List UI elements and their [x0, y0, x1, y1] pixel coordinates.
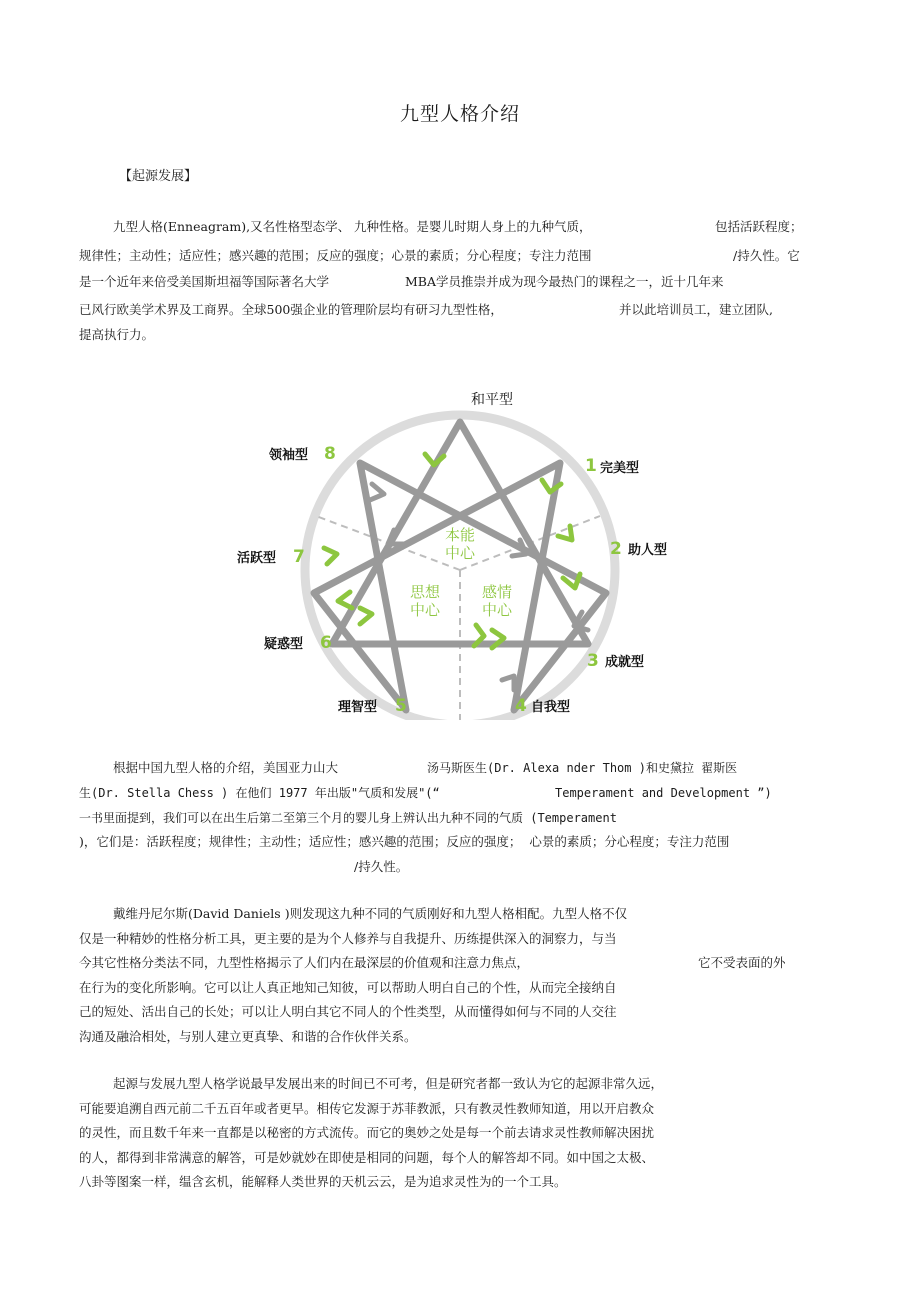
type-number: 3	[587, 651, 599, 671]
center-label: 感情	[481, 583, 513, 601]
center-label: 中心	[409, 601, 441, 619]
type-number: 2	[610, 539, 622, 559]
type-number: 8	[324, 444, 336, 464]
text-line: 根据中国九型人格的介绍，美国亚力山大	[113, 760, 339, 775]
type-name: 自我型	[531, 700, 571, 715]
arrow-icon	[370, 484, 384, 500]
text-line: 包括活跃程度；	[715, 219, 803, 234]
text-line: 戴维丹尼尔斯(David Daniels )则发现这九种不同的气质刚好和九型人格相配。九型人格不仅	[113, 906, 628, 921]
text-line: 沟通及融洽相处，与别人建立更真挚、和谐的合作伙伴关系。	[79, 1029, 417, 1044]
type-number: 6	[320, 633, 332, 653]
enneagram-diagram	[220, 380, 700, 720]
text-line: 并以此培训员工，建立团队,	[619, 302, 773, 317]
arrow-icon	[324, 548, 337, 564]
type-name: 助人型	[628, 543, 668, 558]
center-label: 中心	[481, 601, 513, 619]
type-name: 完美型	[600, 461, 640, 476]
type-number: 1	[585, 456, 597, 476]
page-title: 九型人格介绍	[399, 103, 520, 125]
text-line: 的灵性，而且数千年来一直都是以秘密的方式流传。而它的奥妙之处是每一个前去请求灵性教师解决困扰	[79, 1125, 655, 1140]
type-number: 4	[515, 696, 527, 716]
type-number: 5	[395, 696, 407, 716]
arrow-icon	[502, 676, 514, 690]
text-line: 可能要追溯自西元前二千五百年或者更早。相传它发源于苏菲教派，只有教灵性教师知道，用以开启教众	[79, 1101, 655, 1116]
text-line: 今其它性格分类法不同，九型性格揭示了人们内在最深层的价值观和注意力焦点，	[79, 955, 530, 970]
text-line: 起源与发展九型人格学说最早发展出来的时间已不可考，但是研究者都一致认为它的起源非常久远，	[113, 1076, 664, 1091]
type-name: 领袖型	[269, 448, 309, 463]
text-line: 九型人格(Enneagram),又名性格型态学、 九种性格。是婴儿时期人身上的九种气质，	[113, 219, 592, 234]
text-line: 一书里面提到，我们可以在出生后第二至第三个月的婴儿身上辨认出九种不同的气质 (Temperament	[79, 811, 617, 825]
center-label: 思想	[409, 583, 441, 601]
text-line: MBA学员推崇并成为现今最热门的课程之一，近十几年来	[405, 274, 724, 289]
text-line: /持久性。它	[733, 248, 800, 263]
text-line: 它不受表面的外	[698, 955, 786, 970]
text-line: 己的短处、活出自己的长处；可以让人明白其它不同人的个性类型，从而懂得如何与不同的人交往	[79, 1004, 617, 1019]
center-label: 中心	[444, 544, 476, 562]
text-line: 的人，都得到非常满意的解答，可是妙就妙在即使是相同的问题，每个人的解答却不同。如中国之太极、	[79, 1150, 655, 1165]
center-label: 本能	[444, 526, 476, 544]
text-line: 是一个近年来倍受美国斯坦福等国际著名大学	[79, 274, 330, 289]
type-name: 成就型	[605, 655, 645, 670]
type-name: 理智型	[338, 700, 378, 715]
arrow-icon	[360, 608, 372, 624]
text-line: /持久性。	[354, 859, 409, 874]
arrow-icon	[338, 592, 352, 608]
text-line: 在行为的变化所影响。它可以让人真正地知己知彼，可以帮助人明白自己的个性，从而完全接纳自	[79, 980, 617, 995]
text-line: 规律性；主动性；适应性；感兴趣的范围；反应的强度；心景的素质；分心程度；专注力范围	[79, 248, 592, 263]
text-line: 已风行欧美学术界及工商界。全球500强企业的管理阶层均有研习九型性格，	[79, 302, 503, 317]
type-name: 活跃型	[237, 551, 277, 566]
text-line: 仅是一种精妙的性格分析工具，更主要的是为个人修养与自我提升、历练提供深入的洞察力，与当	[79, 931, 617, 946]
text-line: 生(Dr. Stella Chess ) 在他们 1977 年出版"气质和发展"(“	[79, 786, 440, 800]
text-line: 八卦等图案一样，缊含玄机，能解释人类世界的天机云云，是为追求灵性为的一个工具。	[79, 1174, 567, 1189]
outer-circle	[305, 415, 615, 720]
text-line: 汤马斯医生(Dr. Alexa nder Thom )和史黛拉 翟斯医	[427, 761, 738, 775]
type-9-label: 和平型	[471, 392, 513, 408]
text-line: 提高执行力。	[79, 327, 155, 342]
type-number: 7	[293, 547, 305, 567]
type-name: 疑惑型	[264, 637, 304, 652]
arrow-icon	[558, 526, 572, 540]
text-line: Temperament and Development ”)	[555, 786, 772, 800]
section-heading: 【起源发展】	[119, 169, 198, 184]
text-line: )，它们是：活跃程度；规律性；主动性；适应性；感兴趣的范围；反应的强度； 心景的素质；分心程度；专注力范围	[79, 834, 730, 849]
